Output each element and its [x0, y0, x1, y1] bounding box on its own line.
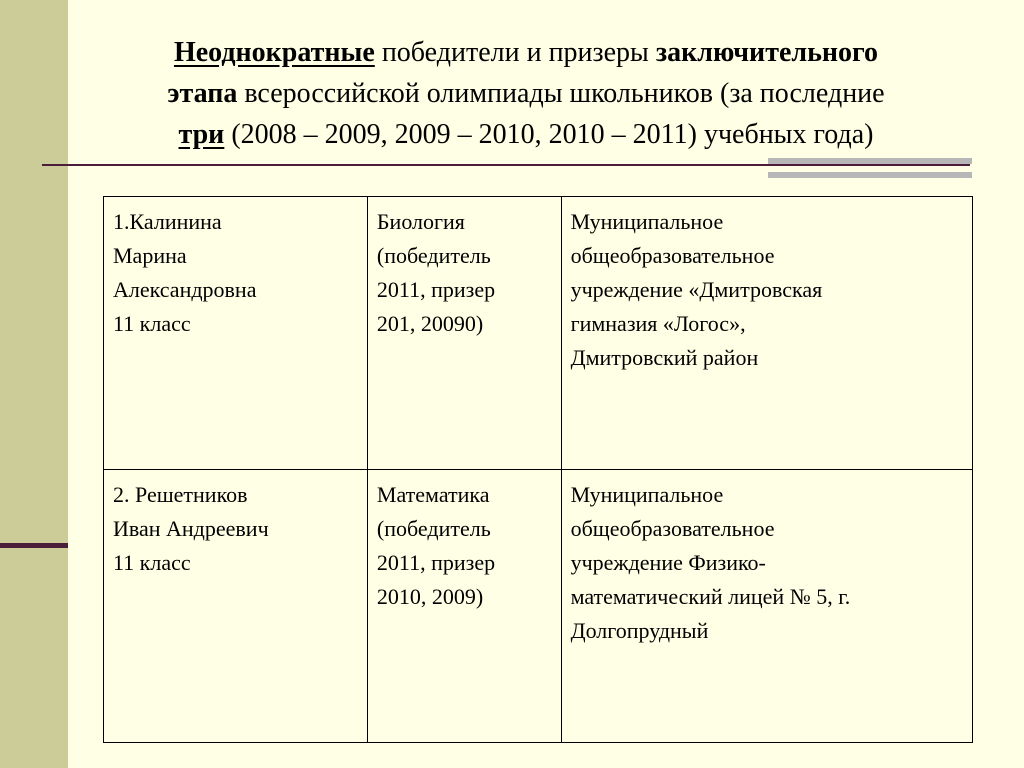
subject-cell — [367, 197, 561, 470]
title-text: победители и призеры — [374, 37, 656, 68]
title-text: (2008 – 2009, 2009 – 2010, 2010 – 2011) учебных года) — [224, 119, 874, 150]
cell-line: Математика — [376, 482, 490, 507]
school-cell — [561, 470, 972, 743]
cell-line: общеобразовательное — [570, 516, 775, 541]
cell-line: математический лицей № 5, г. — [570, 584, 851, 609]
cell-line: 2011, призер — [376, 550, 496, 575]
cell-line: 201, 20090) — [376, 311, 484, 336]
cell-line: Долгопрудный — [570, 618, 709, 643]
cell-line: 2011, призер — [376, 277, 496, 302]
cell-line: Муниципальное — [570, 482, 724, 507]
cell-line: Муниципальное — [570, 209, 724, 234]
cell-line: 2010, 2009) — [376, 584, 484, 609]
cell-line: общеобразовательное — [570, 243, 775, 268]
cell-line: Дмитровский район — [570, 345, 759, 370]
title-word-repeated: Неоднократные — [173, 37, 375, 68]
title-word-three: три — [178, 119, 225, 150]
cell-line: Биология — [376, 209, 465, 234]
cell-line: 1.Калинина — [113, 209, 222, 234]
winners-table — [103, 196, 973, 743]
table-row — [104, 470, 973, 743]
table-row — [104, 197, 973, 470]
cell-line: Иван Андреевич — [113, 516, 269, 541]
title-text: всероссийской олимпиады школьников (за последние — [237, 78, 885, 109]
cell-line: 11 класс — [113, 311, 191, 336]
school-cell — [561, 197, 972, 470]
title-divider-gray-bars — [768, 158, 972, 178]
cell-line: Марина — [113, 243, 187, 268]
student-name-cell — [104, 470, 368, 743]
cell-line: 2. Решетников — [113, 482, 248, 507]
left-decorative-band — [0, 0, 68, 768]
cell-line: (победитель — [376, 516, 491, 541]
cell-line: 11 класс — [113, 550, 191, 575]
left-accent-bar — [0, 543, 68, 548]
student-name-cell — [104, 197, 368, 470]
cell-line: (победитель — [376, 243, 491, 268]
cell-line: учреждение Физико- — [570, 550, 766, 575]
cell-line: учреждение «Дмитровская — [570, 277, 823, 302]
cell-line: Александровна — [113, 277, 257, 302]
subject-cell — [367, 470, 561, 743]
slide-title — [70, 32, 982, 155]
cell-line: гимназия «Логос», — [570, 311, 746, 336]
title-word-stage: этапа — [167, 78, 238, 109]
title-word-final: заключительного — [655, 37, 879, 68]
